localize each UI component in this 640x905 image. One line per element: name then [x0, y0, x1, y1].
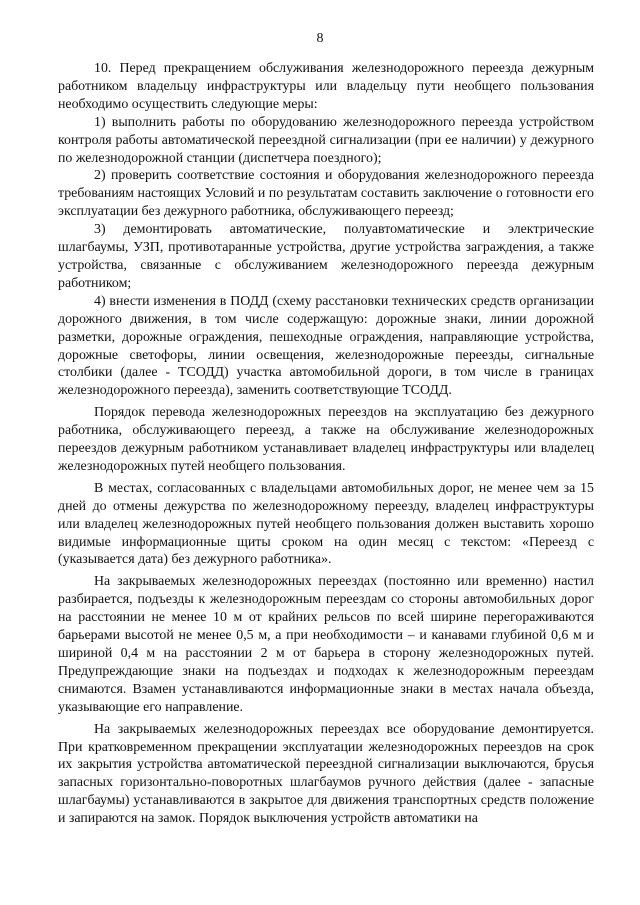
paragraph-item-1: 1) выполнить работы по оборудованию железнодорожного переезда устройством контроля работы автоматической переездной сигнализации (при ее наличии) у дежурного по железнодорожной станции (диспетчера поездного);	[58, 114, 594, 166]
paragraph-item-4: 4) внести изменения в ПОДД (схему расстановки технических средств организации дорожного движения, в том числе содержащую: дорожные знаки, линии дорожной разметки, дорожные ограждения, пешеходные ограждения, направляющие устройства, дорожные светофоры, линии освещения, железнодорожные переезды, сигнальные столбики (далее - ТСОДД) участка автомобильной дороги, в том числе в границах железнодорожного переезда), заменить соответствующие ТСОДД.	[58, 293, 594, 399]
paragraph-info-boards: В местах, согласованных с владельцами автомобильных дорог, не менее чем за 15 дней до отмены дежурства по железнодорожному переезду, владелец инфраструктуры или владелец железнодорожных путей необщего пользования должен выставить хорошо видимые информационные щиты сроком на один месяц с текстом: «Переезд с (указывается дата) без дежурного работника».	[58, 480, 594, 568]
paragraph-item-3: 3) демонтировать автоматические, полуавтоматические и электрические шлагбаумы, УЗП, противотаранные устройства, другие устройства заграждения, а также устройства, связанные с обслуживанием железнодорожного переезда дежурным работником;	[58, 222, 594, 291]
page-number: 8	[316, 31, 324, 46]
document-body	[58, 60, 594, 828]
paragraph-transfer-procedure: Порядок перевода железнодорожных переездов на эксплуатацию без дежурного работника, обслуживающего переезд, а также на обслуживание железнодорожных переездов дежурным работником устанавливает владелец инфраструктуры или владелец железнодорожных путей необщего пользования.	[58, 405, 594, 474]
paragraph-closed-crossings-equipment: На закрываемых железнодорожных переездах все оборудование демонтируется. При кратковременном прекращении эксплуатации железнодорожных переездов на срок их закрытия устройства автоматической переездной сигнализации выключаются, брусья запасных горизонтально-поворотных шлагбаумов ручного действия (далее - запасные шлагбаумы) устанавливаются в закрытое для движения транспортных средств положение и запираются на замок. Порядок выключения устройств автоматики на	[58, 721, 594, 827]
paragraph-closed-crossings-barriers: На закрываемых железнодорожных переездах (постоянно или временно) настил разбирается, подъезды к железнодорожным переездам со стороны автомобильных дорог на расстоянии не менее 10 м от крайних рельсов по всей ширине перегораживаются барьерами высотой не менее 0,5 м, а при необходимости – и канавами глубиной 0,6 м и шириной 0,4 м на расстоянии 2 м от барьера в сторону железнодорожных путей. Предупреждающие знаки на подъездах и подходах к железнодорожным переездам снимаются. Взамен устанавливаются информационные знаки в местах начала объезда, указывающие его направление.	[58, 574, 594, 715]
paragraph-10-intro: 10. Перед прекращением обслуживания железнодорожного переезда дежурным работником владельцу инфраструктуры или владельцу пути необщего пользования необходимо осуществить следующие меры:	[58, 61, 594, 112]
paragraph-item-2: 2) проверить соответствие состояния и оборудования железнодорожного переезда требованиям настоящих Условий и по результатам составить заключение о готовности его эксплуатации без дежурного работника, обслуживающего переезд;	[58, 168, 594, 220]
